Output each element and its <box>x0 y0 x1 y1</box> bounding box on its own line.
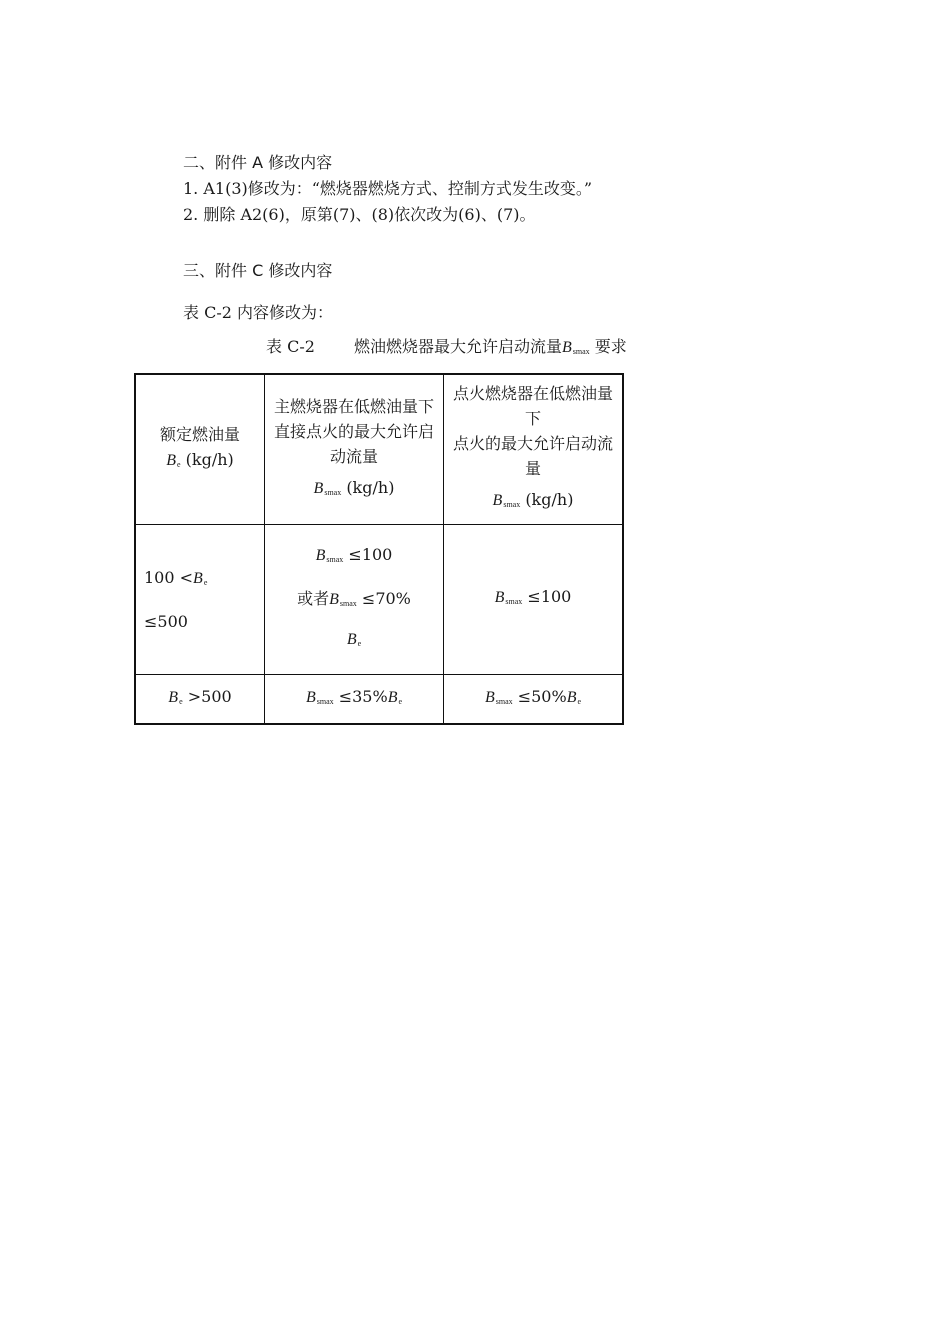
table-caption-title: 燃油燃烧器最大允许启动流量 <box>354 337 563 356</box>
table-row <box>135 674 623 724</box>
row2-ignition-burner-value: $B_{smax} \le 50\%B_e$ <box>444 674 624 724</box>
table-row <box>135 524 623 674</box>
row1-rated-range: $100 <B_e$ ≤500 <box>135 524 265 674</box>
table-caption-tag: 表 C-2 <box>266 337 315 356</box>
header-ignition-burner: 点火燃烧器在低燃油量下 点火的最大允许启动流量 $B_{smax}$ (kg/h) <box>444 374 624 524</box>
row1-main-burner-value: $B_{smax} \le 100$ 或者$B_{smax} \le 70\%$ $B_e$ <box>265 524 444 674</box>
table-caption-suffix: 要求 <box>594 337 627 356</box>
header-rated-oil: 额定燃油量 $B_e$ (kg/h) <box>135 374 265 524</box>
row1-ignition-burner-value: $B_{smax} \le 100$ <box>444 524 624 674</box>
section-a-heading: 二、附件 A 修改内容 <box>183 153 333 172</box>
row2-rated-range: $B_e >500$ <box>135 674 265 724</box>
section-c-heading: 三、附件 C 修改内容 <box>183 261 333 280</box>
table-caption <box>266 334 627 357</box>
row2-main-burner-value: $B_{smax} \le 35\%B_e$ <box>265 674 444 724</box>
section-a-item-2: 2. 删除 A2(6)，原第(7)、(8)依次改为(6)、(7)。 <box>183 205 536 224</box>
header-main-burner: 主燃烧器在低燃油量下 直接点火的最大允许启动流量 $B_{smax}$ (kg/h) <box>265 374 444 524</box>
startup-flow-table <box>134 373 624 725</box>
caption-symbol: $B_{smax}$ <box>562 339 590 356</box>
section-a-item-1: 1. A1(3)修改为：“燃烧器燃烧方式、控制方式发生改变。” <box>183 179 593 198</box>
table-header-row <box>135 374 623 524</box>
section-c-intro: 表 C-2 内容修改为： <box>183 303 334 322</box>
